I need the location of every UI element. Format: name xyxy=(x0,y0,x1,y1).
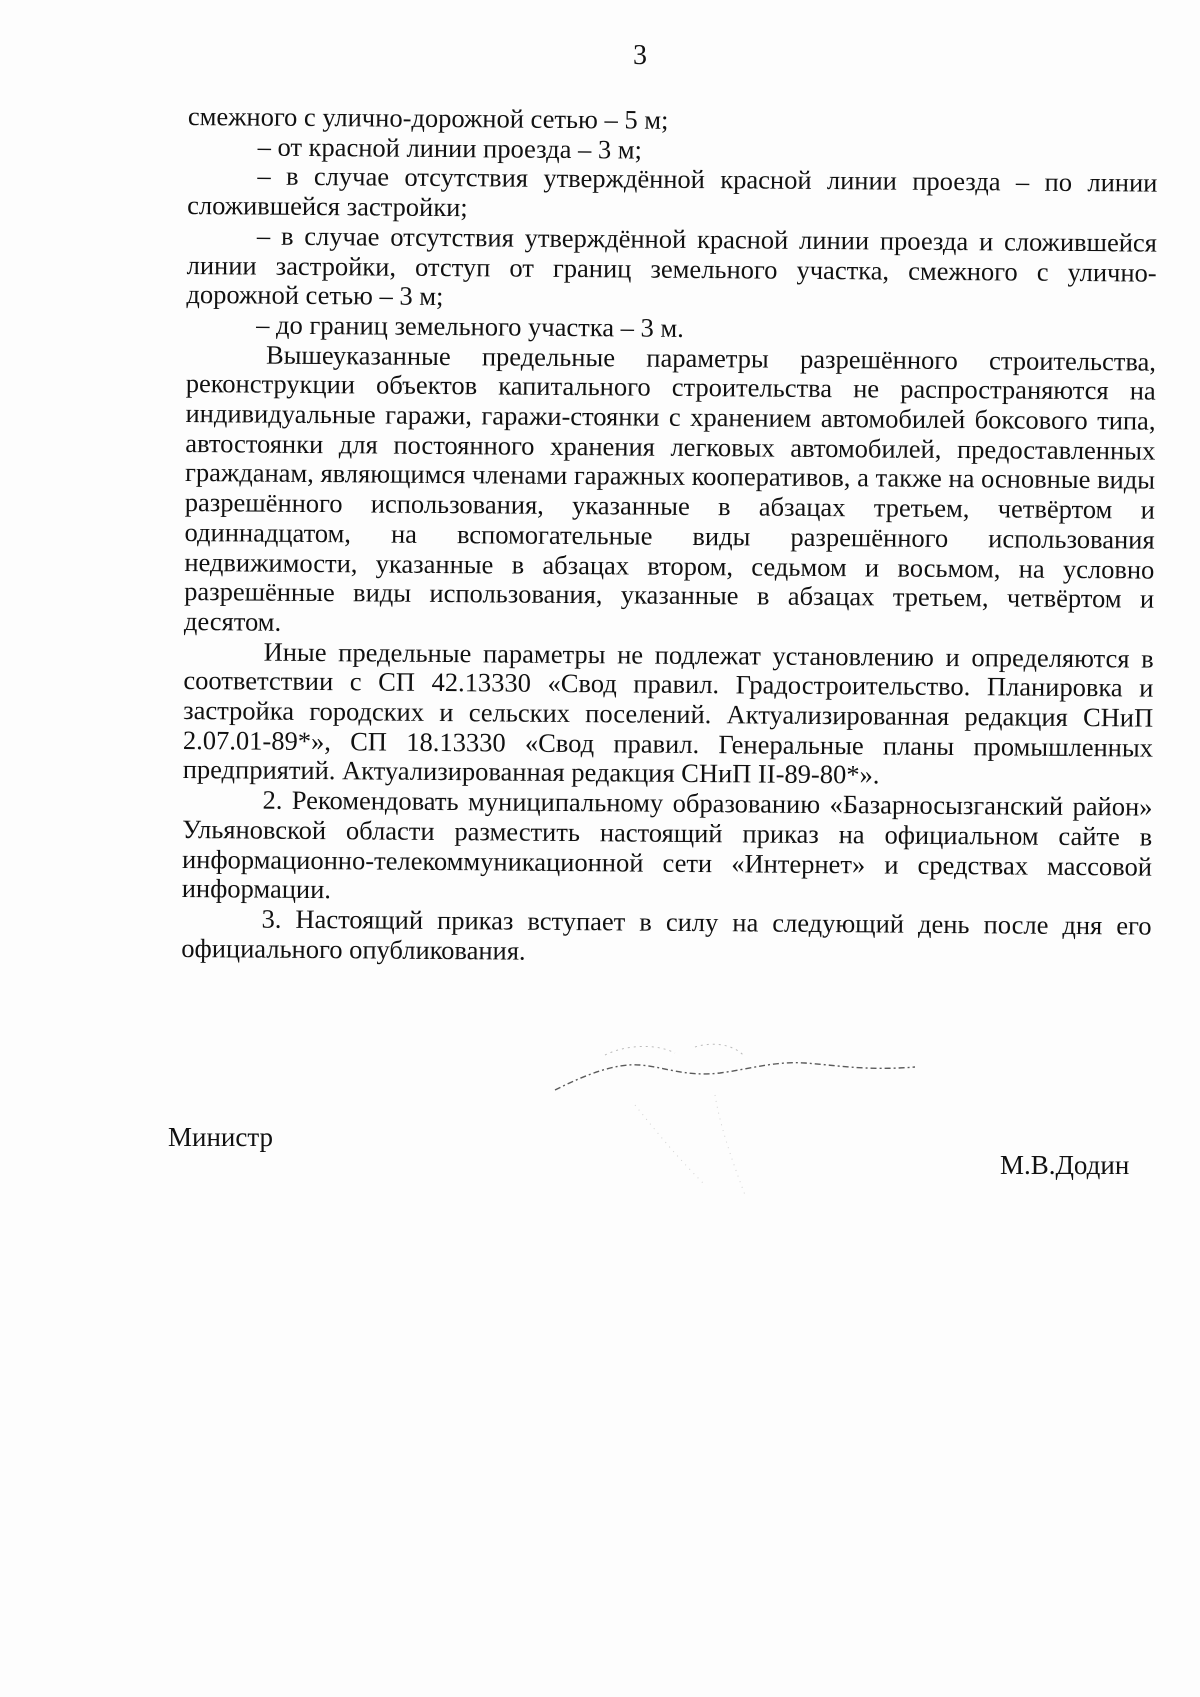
page-number: 3 xyxy=(633,40,647,71)
list-item-no-red-line-no-building: – в случае отсутствия утверждённой красной линии проезда и сложившейся линии застройки, отступ от границ земельного участка, смежного с улично-дорожной сетью – 3 м; xyxy=(186,220,1158,312)
paragraph-parameters-exceptions: Вышеуказанные предельные параметры разрешённого строительства, реконструкции объектов капитального строительства не распространяются на индивидуальные гаражи, гаражи-стоянки с хранением автомобилей боксового типа, автостоянки для постоянного хранения легковых автомобилей, предоставленных гражданам, являющимся членами гаражных кооперативов, а также на основные виды разрешённого использования, указанные в абзацах третьем, четвёртом и одиннадцатом, на вспомогательные виды разрешённого использования недвижимости, указанные в абзацах втором, седьмом и восьмом, на условно разрешённые виды использования, указанные в абзацах третьем, четвёртом и десятом. xyxy=(183,339,1157,637)
paragraph-item-3: 3. Настоящий приказ вступает в силу на следующий день после дня его официального опубликования. xyxy=(181,903,1152,966)
paragraph-item-2: 2. Рекомендовать муниципальному образованию «Базарносызганский район» Ульяновской области разместить настоящий приказ на официальном сайте в информационно-телекоммуникационной сети «Интернет» и средствах массовой информации. xyxy=(181,784,1153,905)
list-item-plot-boundary: – до границ земельного участка – 3 м. xyxy=(256,309,684,343)
paragraph-other-parameters: Иные предельные параметры не подлежат установлению и определяются в соответствии с СП 42.13330 «Свод правил. Градостроительство. Планировка и застройка городских и сельских поселений. Актуализированная редакция СНиП 2.07.01-89*», СП 18.13330 «Свод правил. Генеральные планы промышленных предприятий. Актуализированная редакция СНиП II-89-80*». xyxy=(182,636,1154,790)
list-item-no-red-line: – в случае отсутствия утверждённой красной линии проезда – по линии сложившейся застройки; xyxy=(187,160,1158,223)
document-body xyxy=(181,102,1158,971)
signatory-position: Министр xyxy=(168,1122,273,1152)
paragraph-continuation: смежного с улично-дорожной сетью – 5 м; xyxy=(187,101,669,135)
signatory-name: М.В.Додин xyxy=(1000,1150,1130,1180)
list-item-red-line: – от красной линии проезда – 3 м; xyxy=(257,131,643,165)
handwritten-signature xyxy=(545,1035,925,1215)
